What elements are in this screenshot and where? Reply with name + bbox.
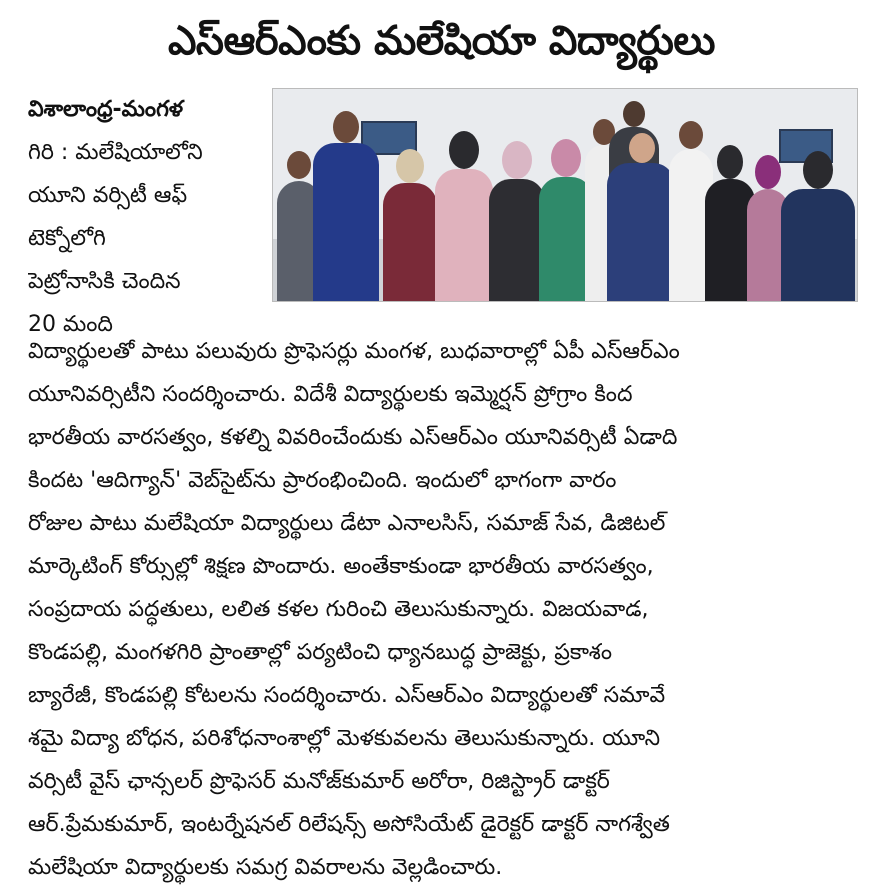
body-line: వర్సిటీ వైస్ ఛాన్సలర్ ప్రొఫెసర్ మనోజ్‌కుమార్ అరోరా, రిజిస్ట్రార్ డాక్టర్	[28, 769, 610, 794]
body-line: విద్యార్థులతో పాటు పలువురు ప్రొఫెసర్లు మంగళ, బుధవారాల్లో ఏపీ ఎస్ఆర్ఎం	[28, 339, 680, 364]
person-figure	[435, 131, 493, 301]
person-figure	[489, 141, 545, 301]
body-line: మార్కెటింగ్ కోర్సుల్లో శిక్షణ పొందారు. అంతేకాకుండా భారతీయ వారసత్వం,	[28, 554, 654, 579]
body-line: సంప్రదాయ పద్ధతులు, లలిత కళల గురించి తెలుసుకున్నారు. విజయవాడ,	[28, 597, 649, 622]
body-line: ఆర్.ప్రేమకుమార్, ఇంటర్నేషనల్ రిలేషన్స్ అసోసియేట్ డైరెక్టర్ డాక్టర్ నాగశ్వేత	[28, 812, 670, 837]
lead-column	[28, 88, 256, 346]
column-line: పెట్రోనాసికి చెందిన	[28, 269, 181, 294]
column-line: యూని వర్సిటీ ఆఫ్	[28, 183, 188, 208]
body-line: శమై విద్యా బోధన, పరిశోధనాంశాల్లో మెళకువలను తెలుసుకున్నారు. యూని	[28, 726, 661, 751]
person-figure	[781, 151, 855, 301]
group-photo	[272, 88, 858, 302]
headline: ఎస్ఆర్ఎంకు మలేషియా విద్యార్థులు	[167, 18, 716, 64]
body-line: కొండపల్లి, మంగళగిరి ప్రాంతాల్లో పర్యటించి ధ్యానబుద్ధ ప్రాజెక్టు, ప్రకాశం	[28, 640, 613, 665]
body-line: యూనివర్సిటీని సందర్శించారు. విదేశీ విద్యార్థులకు ఇమ్మెర్షన్ ప్రోగ్రాం కింద	[28, 382, 633, 407]
body-line: రోజుల పాటు మలేషియా విద్యార్థులు డేటా ఎనాలసిస్, సమాజ్ సేవ, డిజిటల్	[28, 511, 666, 536]
article-body	[28, 330, 856, 889]
dateline: విశాలాంధ్ర-మంగళ	[28, 97, 184, 122]
person-figure	[313, 111, 379, 301]
person-figure	[607, 133, 675, 301]
body-line: బ్యారేజీ, కొండపల్లి కోటలను సందర్శించారు. ఎస్ఆర్ఎం విద్యార్థులతో సమావే	[28, 683, 666, 708]
body-line: మలేషియా విద్యార్థులకు సమగ్ర వివరాలను వెల్లడించారు.	[28, 855, 503, 880]
body-line: కిందట 'ఆదిగ్యాన్' వెబ్‌సైట్‌ను ప్రారంభించింది. ఇందులో భాగంగా వారం	[28, 468, 617, 493]
column-line: గిరి : మలేషియాలోని	[28, 140, 203, 165]
body-line: భారతీయ వారసత్వం, కళల్ని వివరించేందుకు ఎస్ఆర్ఎం యూనివర్సిటీ ఏడాది	[28, 425, 678, 450]
column-line: 20 మంది	[28, 312, 113, 337]
person-figure	[383, 149, 437, 301]
column-line: టెక్నోలోగి	[28, 226, 106, 251]
